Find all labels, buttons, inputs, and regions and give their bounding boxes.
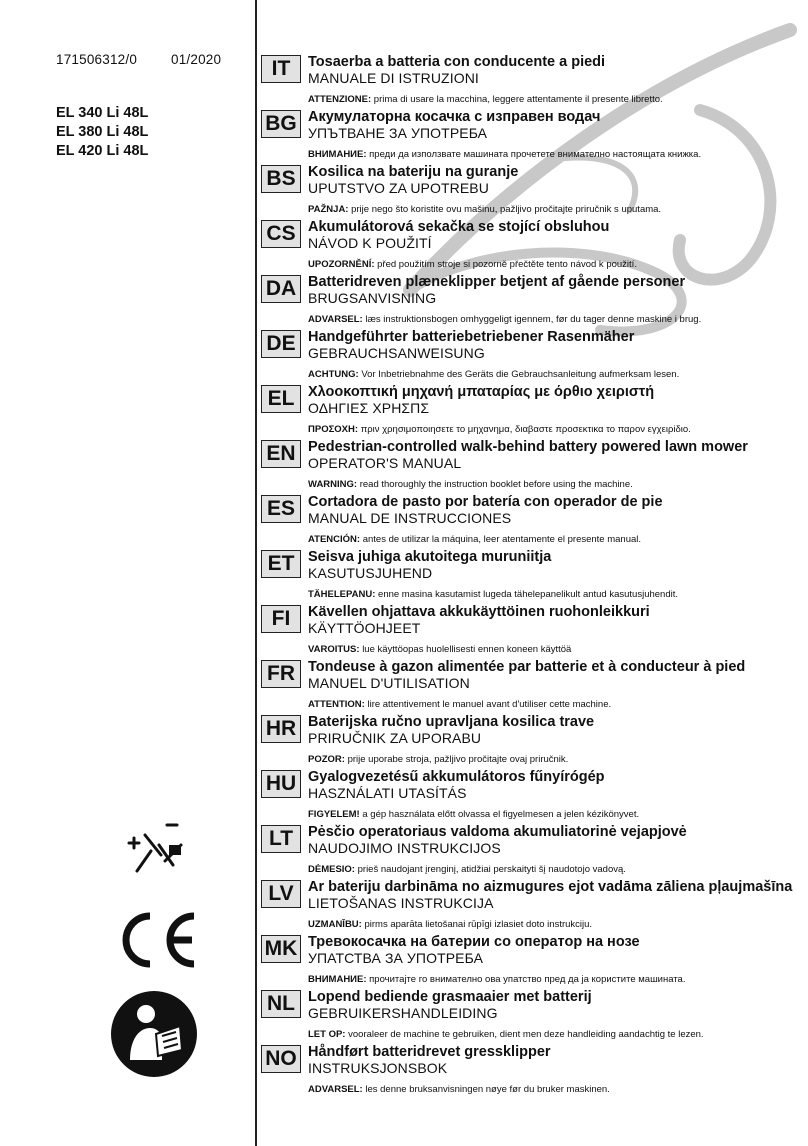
ce-mark-icon [112, 910, 198, 970]
divider-line [255, 0, 257, 1146]
language-code: HU [261, 770, 301, 798]
warning-body: les denne bruksanvisningen nøye før du bruker maskinen. [365, 1084, 610, 1095]
product-title: Baterijska ručno upravljana kosilica trave [308, 714, 595, 730]
warning-text [308, 644, 571, 656]
language-code: MK [261, 935, 301, 963]
warning-label: POZOR: [308, 754, 345, 765]
warning-text [308, 534, 641, 546]
warning-body: πριν χρησιμοποιησετε το μηχανημα, διαβαστε προσεκτικα το παρον εγχειρiδιο. [360, 424, 691, 435]
language-block-lt [258, 823, 803, 878]
product-title: Kävellen ohjattava akkukäyttöinen ruohonleikkuri [308, 604, 650, 620]
language-block-mk [258, 933, 803, 988]
language-code: LV [261, 880, 301, 908]
warning-label: ΠΡΟΣΟΧΗ: [308, 424, 359, 435]
product-title: Gyalogvezetésű akkumulátoros fűnyírógép [308, 769, 605, 785]
warning-body: Vor Inbetriebnahme des Geräts die Gebrauchsanleitung aufmerksam lesen. [361, 369, 680, 380]
warning-text [308, 1084, 610, 1096]
language-block-fi [258, 603, 803, 658]
warning-text [308, 259, 637, 271]
language-block-fr [258, 658, 803, 713]
product-title: Тревокосачка на батерии со оператор на нозе [308, 934, 640, 950]
warning-text [308, 204, 661, 216]
manual-title: LIETOŠANAS INSTRUKCIJA [308, 895, 494, 911]
product-title: Lopend bediende grasmaaier met batterij [308, 989, 592, 1005]
manual-title: GEBRAUCHSANWEISUNG [308, 345, 485, 361]
model-name: EL 340 Li 48L [56, 105, 149, 121]
warning-body: prieš naudojant įrenginį, atidžiai perskaityti šį naudotojo vadovą. [357, 864, 626, 875]
manual-title: KÄYTTÖOHJEET [308, 620, 421, 636]
manual-title: УПЪТВАНЕ ЗА УПОТРЕБА [308, 125, 488, 141]
manual-title: NAUDOJIMO INSTRUKCIJOS [308, 840, 501, 856]
language-code: NL [261, 990, 301, 1018]
warning-body: lue käyttöopas huolellisesti ennen koneen käyttöä [362, 644, 572, 655]
product-title: Χλοοκοπτική μηχανή μπαταρίας με όρθιο χειριστή [308, 384, 655, 400]
language-code: IT [261, 55, 301, 83]
warning-label: VAROITUS: [308, 644, 360, 655]
warning-label: FIGYELEM! [308, 809, 360, 820]
language-block-hu [258, 768, 803, 823]
warning-body: преди да използвате машината прочетете внимателно настоящата книжка. [369, 149, 702, 160]
warning-label: PAŽNJA: [308, 204, 349, 215]
manual-title: GEBRUIKERSHANDLEIDING [308, 1005, 498, 1021]
battery-polarity-icon [115, 815, 195, 887]
warning-label: WARNING: [308, 479, 358, 490]
warning-text [308, 589, 678, 601]
language-block-da [258, 273, 803, 328]
warning-text [308, 424, 691, 436]
warning-label: LET OP: [308, 1029, 346, 1040]
manual-title: KASUTUSJUHEND [308, 565, 433, 581]
warning-body: прочитајте го внимателно ова упатство пред да ја користите машината. [369, 974, 686, 985]
manual-title: MANUEL D'UTILISATION [308, 675, 470, 691]
warning-body: prima di usare la macchina, leggere attentamente il presente libretto. [373, 94, 663, 105]
manual-title: MANUAL DE INSTRUCCIONES [308, 510, 512, 526]
language-code: HR [261, 715, 301, 743]
language-code: NO [261, 1045, 301, 1073]
language-block-it [258, 53, 803, 108]
product-title: Handgeführter batteriebetriebener Rasenmäher [308, 329, 635, 345]
manual-title: HASZNÁLATI UTASÍTÁS [308, 785, 467, 801]
warning-label: ATENCIÓN: [308, 534, 361, 545]
warning-body: prije uporabe stroja, pažljivo pročitajte ovaj priručnik. [347, 754, 569, 765]
language-code: ES [261, 495, 301, 523]
warning-label: ВНИМАНИЕ: [308, 974, 367, 985]
document-meta [56, 52, 222, 67]
language-block-nl [258, 988, 803, 1043]
model-name: EL 420 Li 48L [56, 143, 149, 159]
language-code: CS [261, 220, 301, 248]
warning-text [308, 1029, 704, 1041]
warning-label: UZMANĪBU: [308, 919, 362, 930]
document-date: 01/2020 [171, 52, 222, 67]
warning-body: vooraleer de machine te gebruiken, dient men deze handleiding aandachtig te lezen. [348, 1029, 704, 1040]
warning-label: TÄHELEPANU: [308, 589, 376, 600]
product-title: Pėsčio operatoriaus valdoma akumuliatorinė vejapjovė [308, 824, 687, 840]
warning-body: prije nego što koristite ovu mašinu, pažljivo pročitajte priručnik s uputama. [351, 204, 662, 215]
manual-title: УПАТСТВА ЗА УПОТРЕБА [308, 950, 484, 966]
manual-title: INSTRUKSJONSBOK [308, 1060, 448, 1076]
language-code: FR [261, 660, 301, 688]
warning-label: UPOZORNĚNÍ: [308, 259, 375, 270]
language-block-no [258, 1043, 803, 1098]
manual-title: NÁVOD K POUŽITÍ [308, 235, 432, 251]
language-block-hr [258, 713, 803, 768]
language-block-de [258, 328, 803, 383]
warning-label: ATTENZIONE: [308, 94, 372, 105]
model-name: EL 380 Li 48L [56, 124, 149, 140]
warning-text [308, 94, 663, 106]
warning-label: ADVARSEL: [308, 1084, 363, 1095]
language-block-bg [258, 108, 803, 163]
manual-title: MANUALE DI ISTRUZIONI [308, 70, 479, 86]
language-code: BG [261, 110, 301, 138]
language-code: EN [261, 440, 301, 468]
language-code: DE [261, 330, 301, 358]
product-title: Tosaerba a batteria con conducente a piedi [308, 54, 606, 70]
product-title: Akumulátorová sekačka se stojící obsluhou [308, 219, 610, 235]
warning-text [308, 864, 626, 876]
warning-body: læs instruktionsbogen omhyggeligt igennem, før du tager denne maskine i brug. [365, 314, 702, 325]
product-title: Batteridreven plæneklipper betjent af gående personer [308, 274, 686, 290]
warning-text [308, 974, 685, 986]
warning-text [308, 919, 592, 931]
warning-label: DĖMESIO: [308, 864, 355, 875]
model-list [56, 104, 148, 161]
language-code: EL [261, 385, 301, 413]
warning-text [308, 699, 611, 711]
language-code: BS [261, 165, 301, 193]
product-title: Håndført batteridrevet gressklipper [308, 1044, 551, 1060]
product-title: Акумулаторна косачка с изправен водач [308, 109, 601, 125]
language-code: FI [261, 605, 301, 633]
warning-text [308, 149, 701, 161]
language-block-cs [258, 218, 803, 273]
product-title: Tondeuse à gazon alimentée par batterie et à conducteur à pied [308, 659, 746, 675]
product-title: Kosilica na bateriju na guranje [308, 164, 519, 180]
language-block-et [258, 548, 803, 603]
product-title: Ar bateriju darbināma no aizmugures ejot vadāma zāliena pļaujmašīna [308, 879, 793, 895]
warning-text [308, 754, 568, 766]
warning-body: lire attentivement le manuel avant d'utiliser cette machine. [367, 699, 612, 710]
language-code: LT [261, 825, 301, 853]
warning-label: ACHTUNG: [308, 369, 359, 380]
manual-title: UPUTSTVO ZA UPOTREBU [308, 180, 489, 196]
product-title: Cortadora de pasto por batería con operador de pie [308, 494, 663, 510]
warning-body: antes de utilizar la máquina, leer atentamente el presente manual. [362, 534, 642, 545]
product-title: Seisva juhiga akutoitega muruniitja [308, 549, 552, 565]
language-block-el [258, 383, 803, 438]
warning-label: ATTENTION: [308, 699, 365, 710]
manual-title: PRIRUČNIK ZA UPORABU [308, 730, 482, 746]
read-manual-icon [110, 990, 198, 1078]
warning-body: read thoroughly the instruction booklet before using the machine. [359, 479, 633, 490]
warning-label: ВНИМАНИЕ: [308, 149, 367, 160]
warning-body: a gép használata előtt olvassa el figyelmesen a jelen kézikönyvet. [362, 809, 640, 820]
manual-title: ΟΔΗΓΙΕΣ ΧΡΗΣΠΣ [308, 400, 430, 416]
language-block-en [258, 438, 803, 493]
product-title: Pedestrian-controlled walk-behind battery powered lawn mower [308, 439, 748, 455]
language-code: DA [261, 275, 301, 303]
warning-body: enne masina kasutamist lugeda tähelepanelikult antud kasutusjuhendit. [378, 589, 679, 600]
warning-text [308, 479, 633, 491]
warning-body: před použitím stroje si pozorně přečtěte tento návod k použití. [377, 259, 637, 270]
document-code: 171506312/0 [56, 52, 138, 67]
warning-label: ADVARSEL: [308, 314, 363, 325]
manual-title: BRUGSANVISNING [308, 290, 437, 306]
language-code: ET [261, 550, 301, 578]
warning-text [308, 314, 701, 326]
warning-text [308, 809, 639, 821]
language-block-bs [258, 163, 803, 218]
warning-body: pirms aparāta lietošanai rūpīgi izlasiet doto instrukciju. [364, 919, 593, 930]
language-block-es [258, 493, 803, 548]
language-list [258, 53, 803, 1098]
warning-text [308, 369, 679, 381]
language-block-lv [258, 878, 803, 933]
manual-title: OPERATOR'S MANUAL [308, 455, 462, 471]
